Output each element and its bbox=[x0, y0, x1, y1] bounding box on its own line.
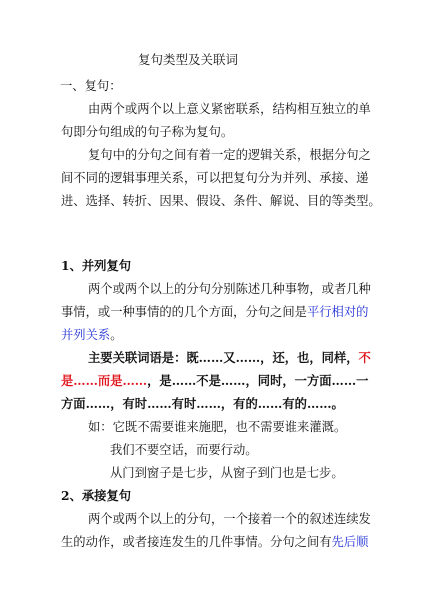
example-line-1: 如：它既不需要谁来施肥，也不需要谁来灌溉。 bbox=[88, 420, 347, 434]
definition-line-2: 句即分句组成的句子称为复句。 bbox=[61, 125, 234, 139]
parallel-conjunctions-line-1 bbox=[88, 350, 371, 366]
sequential-desc-text: 生的动作，或者接连发生的几件事情。分句之间有 bbox=[61, 535, 332, 549]
parallel-heading: 1、并列复句 bbox=[61, 258, 132, 273]
conjunctions-text: 主要关联词语是：既……又……，还，也，同样， bbox=[88, 350, 359, 365]
conjunction-red-start: 不 bbox=[358, 350, 371, 365]
relations-line-2: 间不同的逻辑事理关系，可以把复句分为并列、承接、递 bbox=[61, 171, 369, 185]
parallel-desc-period: 。 bbox=[110, 328, 123, 342]
page-title: 复句类型及关联词 bbox=[138, 52, 239, 67]
relations-line-3: 进、选择、转折、因果、假设、条件、解说、目的等类型。 bbox=[61, 194, 381, 208]
sequential-desc-line-1: 两个或两个以上的分句，一个接着一个的叙述连续发 bbox=[88, 512, 371, 526]
sequential-desc-line-2 bbox=[61, 534, 368, 550]
relations-line-1: 复句中的分句之间有着一定的逻辑关系，根据分句之 bbox=[88, 148, 371, 162]
parallel-conjunctions-line-3: 方面……，有时……有时……，有的……有的……。 bbox=[61, 396, 344, 411]
conjunctions-text-cont: ，是……不是……，同时，一方面……一 bbox=[147, 373, 369, 388]
section-heading-complex-sentence: 一、复句： bbox=[60, 79, 122, 93]
sequential-heading: 2、承接复句 bbox=[61, 488, 132, 503]
parallel-desc-line-1: 两个或两个以上的分句分别陈述几种事物，或者几种 bbox=[88, 282, 371, 296]
example-line-2: 我们不要空话，而要行动。 bbox=[110, 443, 258, 457]
parallel-desc-line-3 bbox=[61, 327, 123, 343]
sequential-highlight-blue: 先后顺 bbox=[331, 535, 369, 549]
parallel-conjunctions-line-2 bbox=[61, 373, 368, 389]
conjunction-red: 是……而是…… bbox=[61, 373, 148, 388]
parallel-desc-text: 事情，或一种事情的的几个方面，分句之间是 bbox=[61, 305, 307, 319]
parallel-relation-blue: 并列关系 bbox=[61, 328, 111, 342]
parallel-highlight-blue: 平行相对的 bbox=[306, 305, 369, 319]
example-line-3: 从门到窗子是七步，从窗子到门也是七步。 bbox=[110, 466, 344, 480]
parallel-desc-line-2 bbox=[61, 304, 368, 320]
definition-line-1: 由两个或两个以上意义紧密联系，结构相互独立的单 bbox=[88, 102, 371, 116]
